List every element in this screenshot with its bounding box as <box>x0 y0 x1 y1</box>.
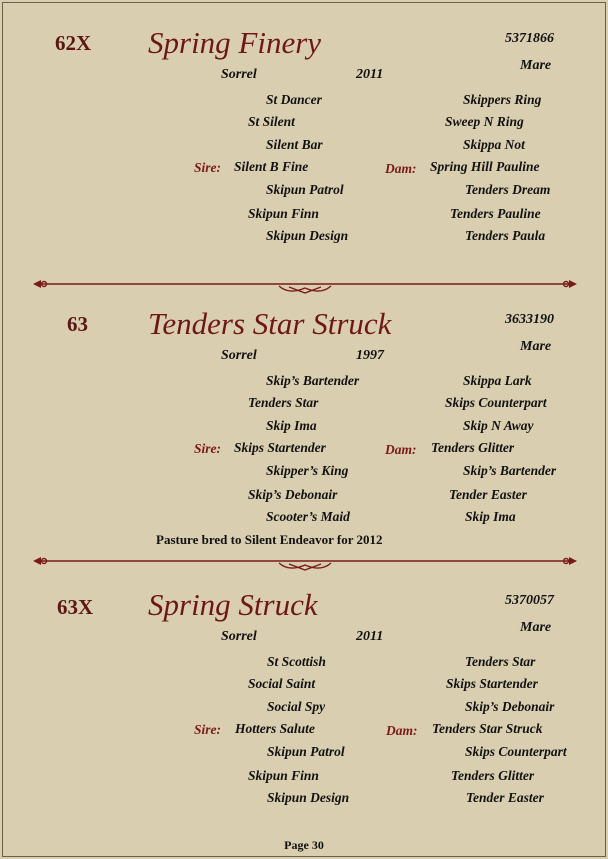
sire-dam-dam: Scooter’s Maid <box>266 509 350 524</box>
registration-number: 3633190 <box>505 312 554 327</box>
sire-dam-sire: Skipun Patrol <box>266 182 344 197</box>
dam-dam: Tenders Glitter <box>451 768 535 783</box>
sire-sire-sire: St Dancer <box>266 92 322 107</box>
dam-name: Tenders Glitter <box>431 440 515 455</box>
lot-number: 63 <box>67 312 88 336</box>
lot-number: 62X <box>55 31 92 55</box>
sire-dam: Skip’s Debonair <box>248 487 338 502</box>
dam-dam-sire: Skips Counterpart <box>465 744 567 759</box>
horse-color: Sorrel <box>221 348 257 363</box>
dam-label: Dam: <box>385 442 417 457</box>
sire-label: Sire: <box>194 160 221 175</box>
sire-name: Silent B Fine <box>234 159 309 174</box>
dam-sire-sire: Skippers Ring <box>463 92 542 107</box>
horse-entry <box>3 25 605 291</box>
dam-dam-sire: Tenders Dream <box>465 182 551 197</box>
foal-year: 2011 <box>356 67 384 82</box>
sire-dam-sire: Skipun Patrol <box>267 744 345 759</box>
foal-year: 2011 <box>356 629 384 644</box>
horse-name: Spring Finery <box>148 25 322 60</box>
horse-sex: Mare <box>520 339 552 354</box>
dam-name: Tenders Star Struck <box>432 721 543 736</box>
registration-number: 5370057 <box>505 593 554 608</box>
catalog-page <box>2 2 606 857</box>
breeding-note: Pasture bred to Silent Endeavor for 2012 <box>156 532 383 547</box>
sire-sire: Social Saint <box>248 676 316 691</box>
horse-color: Sorrel <box>221 67 257 82</box>
sire-dam-dam: Skipun Design <box>267 790 350 805</box>
sire-name: Hotters Salute <box>235 721 315 736</box>
horse-sex: Mare <box>520 620 552 635</box>
dam-sire-sire: Tenders Star <box>465 654 536 669</box>
sire-sire-dam: Silent Bar <box>266 137 323 152</box>
ornamental-divider <box>31 552 579 574</box>
registration-number: 5371866 <box>505 31 554 46</box>
sire-dam-sire: Skipper’s King <box>266 463 349 478</box>
dam-name: Spring Hill Pauline <box>430 159 540 174</box>
sire-name: Skips Startender <box>234 440 326 455</box>
dam-label: Dam: <box>386 723 418 738</box>
horse-color: Sorrel <box>221 629 257 644</box>
horse-sex: Mare <box>520 58 552 73</box>
horse-entry <box>3 587 605 853</box>
dam-sire-sire: Skippa Lark <box>463 373 532 388</box>
dam-sire-dam: Skip N Away <box>463 418 534 433</box>
dam-sire: Sweep N Ring <box>445 114 524 129</box>
dam-dam: Tenders Pauline <box>450 206 541 221</box>
sire-dam-dam: Skipun Design <box>266 228 349 243</box>
ornamental-divider <box>31 275 579 297</box>
sire-dam: Skipun Finn <box>248 768 319 783</box>
dam-label: Dam: <box>385 161 417 176</box>
dam-sire-dam: Skippa Not <box>463 137 525 152</box>
sire-sire: Tenders Star <box>248 395 319 410</box>
dam-sire-dam: Skip’s Debonair <box>465 699 555 714</box>
sire-dam: Skipun Finn <box>248 206 319 221</box>
sire-sire-dam: Skip Ima <box>266 418 317 433</box>
lot-number: 63X <box>57 595 94 619</box>
dam-sire: Skips Counterpart <box>445 395 547 410</box>
sire-sire-sire: Skip’s Bartender <box>266 373 360 388</box>
sire-label: Sire: <box>194 441 221 456</box>
horse-name: Tenders Star Struck <box>148 306 392 341</box>
dam-dam-dam: Tenders Paula <box>465 228 546 243</box>
sire-sire: St Silent <box>248 114 295 129</box>
dam-sire: Skips Startender <box>446 676 538 691</box>
horse-name: Spring Struck <box>148 587 318 622</box>
sire-label: Sire: <box>194 722 221 737</box>
sire-sire-sire: St Scottish <box>267 654 326 669</box>
dam-dam: Tender Easter <box>449 487 527 502</box>
sire-sire-dam: Social Spy <box>267 699 326 714</box>
horse-entry <box>3 306 605 572</box>
page-number: Page 30 <box>284 838 324 852</box>
dam-dam-sire: Skip’s Bartender <box>463 463 557 478</box>
dam-dam-dam: Tender Easter <box>466 790 544 805</box>
foal-year: 1997 <box>356 348 384 363</box>
dam-dam-dam: Skip Ima <box>465 509 516 524</box>
